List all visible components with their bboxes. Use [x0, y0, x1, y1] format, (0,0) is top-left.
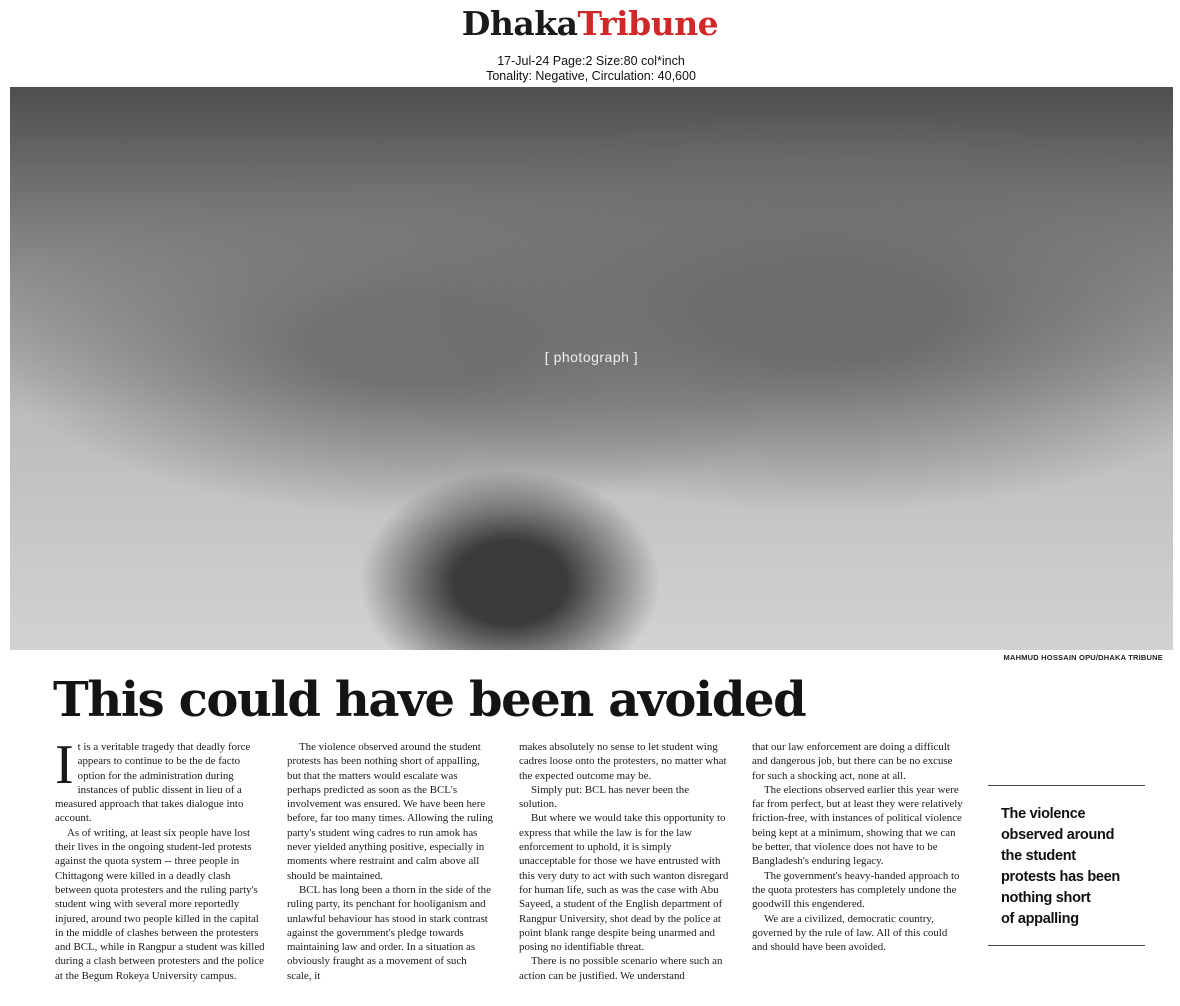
pull-quote-line: nothing short [1001, 890, 1091, 906]
news-photo [10, 87, 1173, 650]
pull-quote-line: protests has been [1001, 869, 1120, 885]
article-paragraph: As of writing, at least six people have lost their lives in the ongoing student-led protests against the quota system -- three people in Chittagong were killed in a deadly clash between quota protesters and the ruling party's student wing with several more reportedly injured, around two people killed in the capital in the middle of clashes between the protesters and BCL, while in Rangpur a student was killed during a clash between protesters and the police at the Begum Rokeya University campus. [55, 826, 265, 982]
article-column-3 [519, 740, 729, 1000]
clip-info-line1: 17-Jul-24 Page:2 Size:80 col*inch [497, 54, 685, 68]
pull-quote-line: the student [1001, 848, 1076, 864]
article-paragraph: The violence observed around the student protests has been nothing short of appalling, but that the matters would escalate was perhaps predicted as soon as the BCL's involvement was ensured. We have been here before, far too many times. Allowing the ruling party's student wing cadres to run amok has never yielded anything positive, especially in moments where restraint and calm above all should be maintained. [287, 741, 493, 882]
pull-quote-line: The violence [1001, 806, 1086, 822]
pull-quote [1001, 804, 1141, 930]
article-paragraph: We are a civilized, democratic country, governed by the rule of law. All of this could and should have been avoided. [752, 912, 948, 954]
article-column-4 [752, 740, 963, 1000]
clip-info-line2: Tonality: Negative, Circulation: 40,600 [486, 69, 696, 83]
article-paragraph: BCL has long been a thorn in the side of the ruling party, its penchant for hooliganism and unlawful behaviour has stood in stark contrast against the government's pledge towards maintaining law and order. In a situation as obviously fraught as a movement of such scale, it [287, 883, 491, 982]
pull-quote-line: observed around [1001, 827, 1115, 843]
masthead-part1: Dhaka [461, 4, 578, 43]
article-paragraph: The elections observed earlier this year were far from perfect, but at least they were relatively friction-free, with instances of political violence being kept at a minimum, showing that we can be better, that violence does not have to be Bangladesh's enduring legacy. [752, 783, 963, 868]
pull-quote-line: of appalling [1001, 911, 1079, 927]
pull-quote-rule-top [988, 785, 1145, 786]
masthead-logo [0, 4, 1180, 44]
headline: This could have been avoided [53, 672, 806, 728]
article-column-1 [55, 740, 266, 1000]
photo-placeholder-label: [ photograph ] [544, 349, 639, 365]
photo-credit: MAHMUD HOSSAIN OPU/DHAKA TRIBUNE [1003, 653, 1163, 662]
article-column-2 [287, 740, 493, 1000]
clip-info [0, 54, 1180, 84]
article-paragraph: The government's heavy-handed approach to the quota protesters has completely undone the goodwill this engendered. [752, 869, 960, 911]
drop-cap: I [55, 740, 74, 796]
article-paragraph: Simply put: BCL has never been the solution. [519, 783, 690, 811]
article-paragraph: There is no possible scenario where such an action can be justified. We understand [519, 955, 723, 982]
masthead-part2: Tribune [577, 4, 719, 43]
article-paragraph: that our law enforcement are doing a difficult and dangerous job, but there can be no excuse for such a shocking act, none at all. [752, 741, 953, 782]
article-paragraph: But where we would take this opportunity to express that while the law is for the law enforcement to uphold, it is simply unacceptable for those we have entrusted with this very duty to act with such wanton disregard for human life, such as was the case with Abu Sayeed, a student of the English department of Rangpur University, shot dead by the police at point blank range despite being unarmed and posing no identifiable threat. [519, 812, 729, 954]
article-paragraph: makes absolutely no sense to let student wing cadres loose onto the protesters, no matter what the expected outcome may be. [519, 741, 727, 782]
pull-quote-rule-bottom [988, 945, 1145, 946]
article-paragraph: It is a veritable tragedy that deadly force appears to continue to be the de facto option for the administration during instances of public dissent in lieu of a measured approach that takes dialogue into account. [55, 740, 251, 825]
